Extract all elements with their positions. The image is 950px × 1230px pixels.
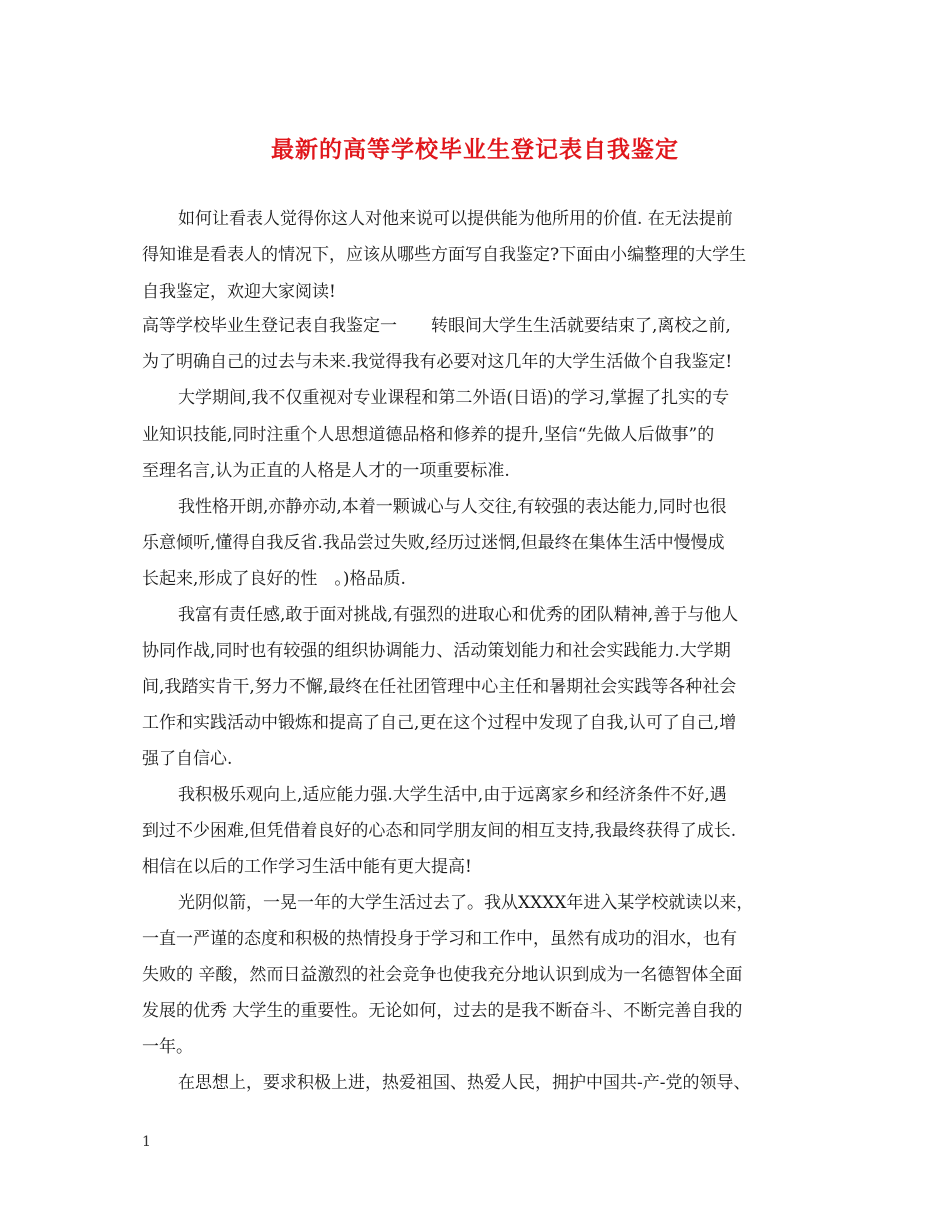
body-line: 工作和实践活动中锻炼和提高了自己,更在这个过程中发现了自我,认可了自己,增 [142, 713, 737, 733]
body-line: 高等学校毕业生登记表自我鉴定一 转眼间大学生生活就要结束了,离校之前, [142, 316, 731, 336]
body-line: 发展的优秀 大学生的重要性。无论如何，过去的是我不断奋斗、不断完善自我的 [142, 1001, 743, 1021]
body-line: 协同作战,同时也有较强的组织协调能力、活动策划能力和社会实践能力.大学期 [142, 641, 731, 661]
body-line: 失败的 辛酸，然而日益激烈的社会竞争也使我充分地认识到成为一名德智体全面 [142, 965, 743, 985]
body-line: 在思想上，要求积极上进，热爱祖国、热爱人民，拥护中国共-产-党的领导、 [178, 1073, 751, 1093]
body-line: 至理名言,认为正直的人格是人才的一项重要标准. [142, 461, 510, 481]
body-line: 我积极乐观向上,适应能力强.大学生活中,由于远离家乡和经济条件不好,遇 [178, 785, 727, 805]
body-line: 乐意倾听,懂得自我反省.我品尝过失败,经历过迷惘,但最终在集体生活中慢慢成 [142, 533, 725, 553]
page-number: 1 [142, 1134, 151, 1150]
body-line: 大学期间,我不仅重视对专业课程和第二外语(日语)的学习,掌握了扎实的专 [178, 388, 730, 408]
document-title: 最新的高等学校毕业生登记表自我鉴定 [271, 137, 679, 163]
body-line: 为了明确自己的过去与未来.我觉得我有必要对这几年的大学生活做个自我鉴定! [142, 352, 733, 372]
body-line: 间,我踏实肯干,努力不懈,最终在任社团管理中心主任和暑期社会实践等各种社会 [142, 677, 737, 697]
body-line: 业知识技能,同时注重个人思想道德品格和修养的提升,坚信“先做人后做事”的 [142, 425, 715, 445]
body-line: 光阴似箭，一晃一年的大学生活过去了。我从XXXX年进入某学校就读以来， [178, 893, 754, 913]
body-line: 强了自信心. [142, 749, 233, 769]
body-line: 到过不少困难,但凭借着良好的心态和同学朋友间的相互支持,我最终获得了成长. [142, 821, 737, 841]
body-line: 得知谁是看表人的情况下，应该从哪些方面写自我鉴定?下面由小编整理的大学生 [142, 245, 747, 265]
body-line: 一年。 [142, 1037, 193, 1057]
body-line: 一直一严谨的态度和积极的热情投身于学习和工作中，虽然有成功的泪水，也有 [142, 929, 737, 949]
body-line: 自我鉴定，欢迎大家阅读! [142, 282, 336, 302]
body-line: 相信在以后的工作学习生活中能有更大提高! [142, 857, 472, 877]
body-line: 长起来,形成了良好的性 。)格品质. [142, 569, 406, 589]
body-line: 我性格开朗,亦静亦动,本着一颗诚心与人交往,有较强的表达能力,同时也很 [178, 497, 727, 517]
body-line: 我富有责任感,敢于面对挑战,有强烈的进取心和优秀的团队精神,善于与他人 [178, 605, 739, 625]
body-line: 如何让看表人觉得你这人对他来说可以提供能为他所用的价值. 在无法提前 [178, 209, 733, 229]
